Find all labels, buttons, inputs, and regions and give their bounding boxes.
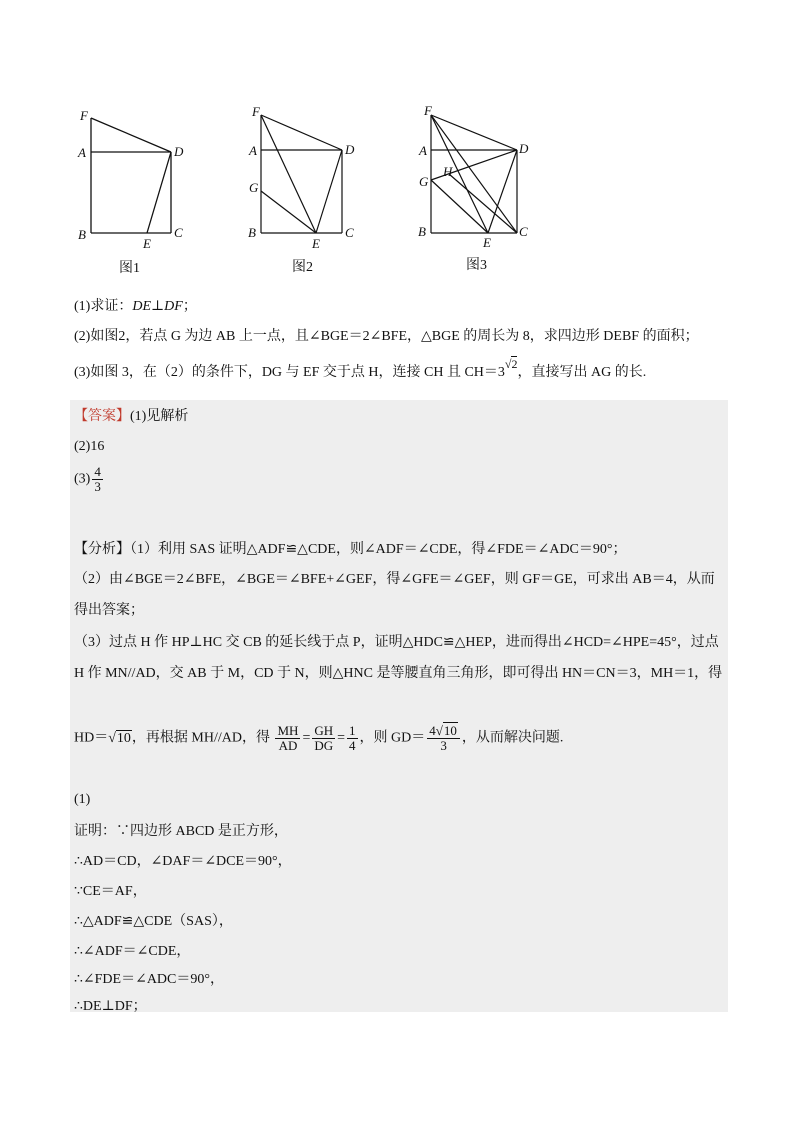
answer-line-3: (3) $\frac{4}{3}$	[74, 464, 101, 494]
label-E: E	[143, 236, 151, 251]
label-D: D	[519, 141, 529, 156]
segment-GE	[431, 180, 488, 233]
label-G: G	[249, 180, 259, 195]
answer-line-2: (2)16	[74, 439, 105, 454]
segment-FD	[261, 115, 342, 150]
segment-DE	[316, 150, 342, 233]
segment-FE	[431, 115, 488, 233]
label-D: D	[345, 142, 355, 157]
proof-line-5: ∴∠ADF＝∠CDE，	[74, 944, 191, 959]
question-1: (1)求证：DE⊥DF；	[74, 299, 197, 314]
analysis-line-1: 【分析】（1）利用 SAS 证明△ADF≌△CDE，则∠ADF＝∠CDE，得∠FDE＝∠ADC＝90°；	[74, 542, 627, 557]
label-F: F	[252, 104, 260, 119]
proof-line-2: ∴AD＝CD，∠DAF＝∠DCE＝90°，	[74, 854, 292, 869]
label-B: B	[418, 224, 426, 239]
segment-HC	[449, 174, 517, 233]
label-F: F	[424, 103, 432, 118]
label-D: D	[174, 144, 184, 159]
analysis-line-6: HD＝√10，再根据 MH//AD，得 $\frac{MH}{AD}$ = $\frac{GH}{DG}$ = $\frac{1}{4}$ ，则 GD＝ $\frac{4√10}{3}$ ，从而解决问题.	[74, 723, 564, 753]
answer-tag: 【答案】	[74, 409, 130, 424]
analysis-tag: 【分析】	[74, 542, 130, 557]
proof-line-6: ∴∠FDE＝∠ADC＝90°，	[74, 972, 224, 987]
proof-line-3: ∵CE＝AF，	[74, 884, 147, 899]
proof-line-7: ∴DE⊥DF；	[74, 999, 147, 1014]
question-3: (3)如图 3，在（2）的条件下，DG 与 EF 交于点 H，连接 CH 且 CH＝3√2，直接写出 AG 的长.	[74, 357, 647, 380]
label-A: A	[419, 143, 427, 158]
proof-line-1: 证明：∵四边形 ABCD 是正方形，	[74, 824, 288, 839]
segment-FD	[91, 118, 171, 152]
proof-heading: (1)	[74, 792, 91, 807]
analysis-line-5: H 作 MN//AD，交 AB 于 M，CD 于 N，则△HNC 是等腰直角三角形，即可得出 HN＝CN＝3，MH＝1，得	[74, 666, 723, 681]
label-B: B	[78, 227, 86, 242]
answer-line-1: 【答案】(1)见解析	[74, 409, 189, 424]
figure-3-caption: 图3	[466, 258, 487, 273]
proof-line-4: ∴△ADF≌△CDE（SAS），	[74, 914, 233, 929]
analysis-line-3: 得出答案；	[74, 603, 144, 618]
segment-DE	[147, 152, 171, 233]
label-C: C	[519, 224, 528, 239]
label-B: B	[248, 225, 256, 240]
label-E: E	[312, 236, 320, 251]
figure-2	[240, 98, 370, 273]
label-H: H	[443, 164, 453, 179]
label-F: F	[80, 108, 88, 123]
label-E: E	[483, 235, 491, 250]
figure-3	[410, 98, 545, 273]
label-G: G	[419, 174, 429, 189]
label-C: C	[345, 225, 354, 240]
analysis-line-2: （2）由∠BGE＝2∠BFE，∠BGE＝∠BFE+∠GEF，得∠GFE＝∠GEF，则 GF＝GE，可求出 AB＝4，从而	[74, 572, 715, 587]
segment-FE	[261, 115, 316, 233]
analysis-line-4: （3）过点 H 作 HP⊥HC 交 CB 的延长线于点 P，证明△HDC≌△HEP，进而得出∠HCD=∠HPE=45°，过点	[74, 635, 719, 650]
figure-1	[70, 100, 200, 275]
question-2: (2)如图2，若点 G 为边 AB 上一点，且∠BGE＝2∠BFE，△BGE 的周长为 8，求四边形 DEBF 的面积；	[74, 329, 699, 344]
segment-GE	[261, 191, 316, 233]
label-C: C	[174, 225, 183, 240]
label-A: A	[78, 145, 86, 160]
figure-2-caption: 图2	[292, 260, 313, 275]
figure-1-caption: 图1	[119, 261, 140, 276]
label-A: A	[249, 143, 257, 158]
